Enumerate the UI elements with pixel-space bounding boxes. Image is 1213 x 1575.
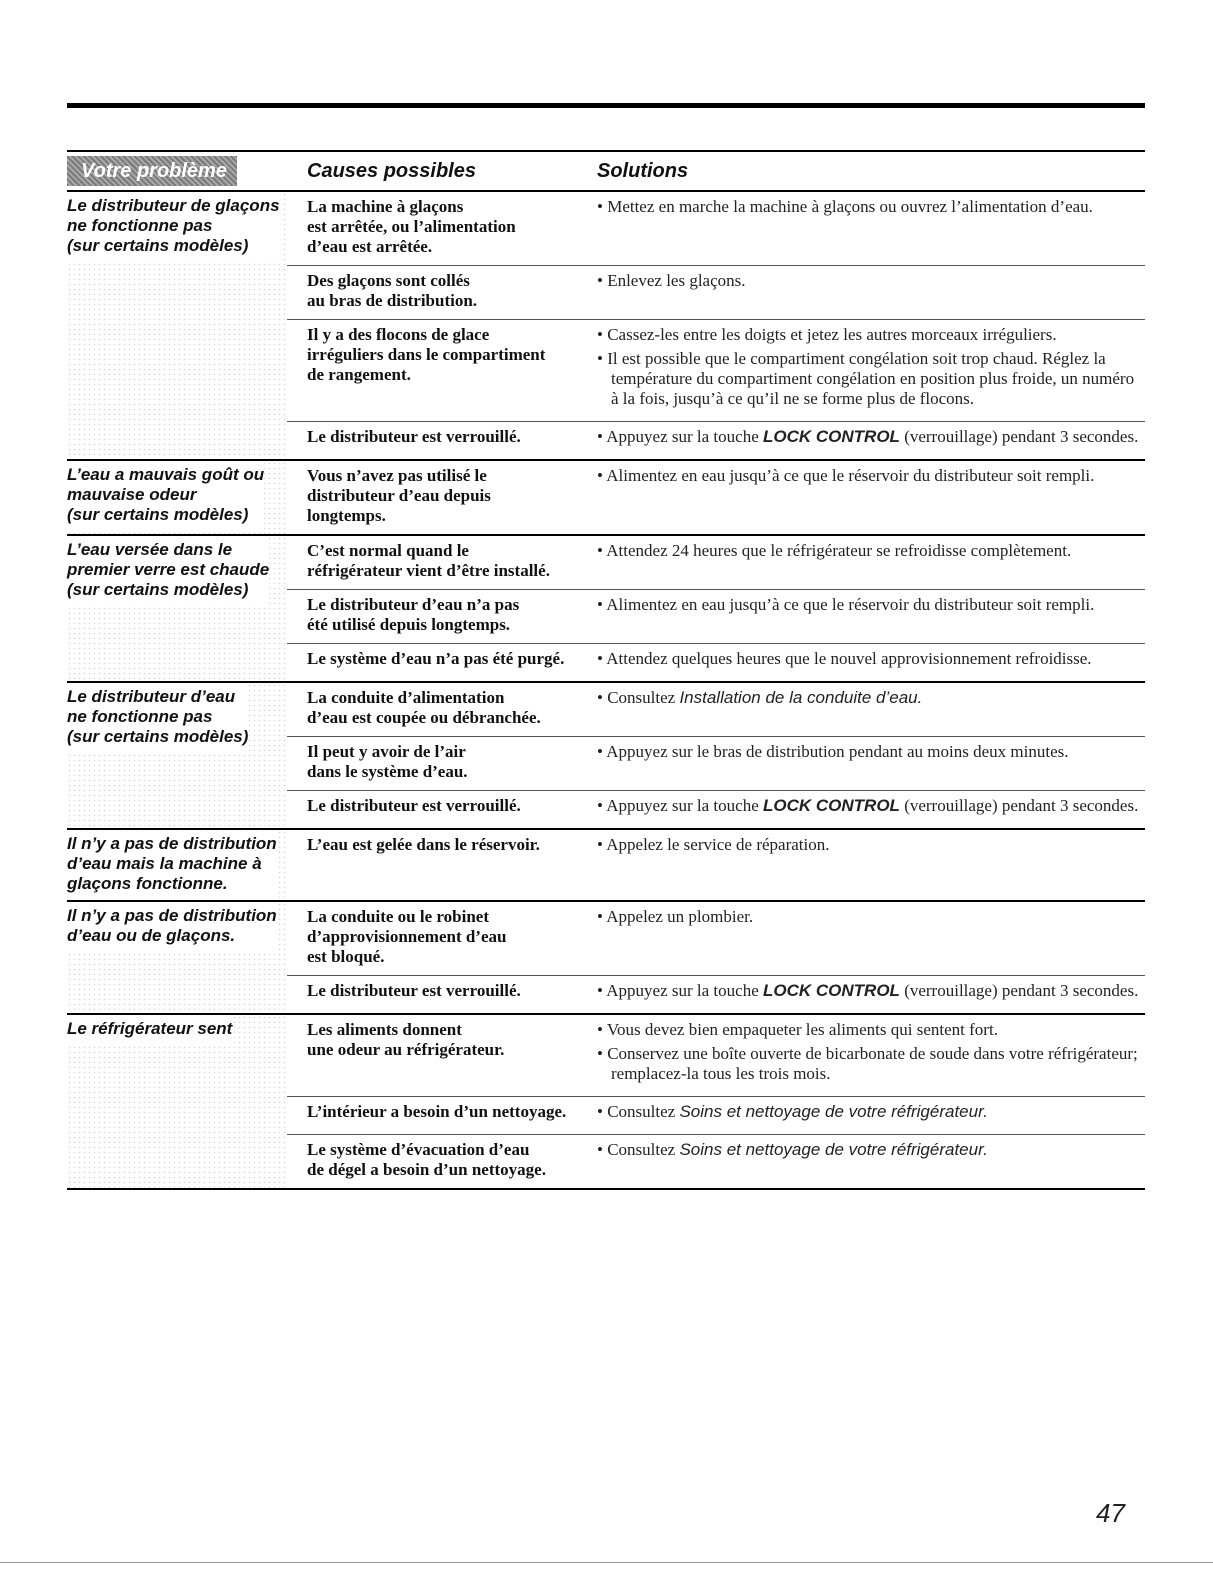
solution-text: • Appuyez sur la touche bbox=[597, 981, 763, 1000]
solution-item bbox=[597, 1140, 1145, 1160]
problem-cell bbox=[67, 830, 287, 900]
solution-item: • Alimentez en eau jusqu’à ce que le réservoir du distributeur soit rempli. bbox=[597, 595, 1095, 614]
solution-cell bbox=[597, 796, 1145, 820]
troubleshooting-table bbox=[67, 150, 1145, 1190]
solution-item bbox=[597, 796, 1145, 816]
table-row bbox=[287, 737, 1145, 791]
solution-item: • Appelez un plombier. bbox=[597, 907, 754, 926]
table-row bbox=[287, 1135, 1145, 1188]
cause-rows bbox=[287, 902, 1145, 1013]
solution-item bbox=[597, 981, 1145, 1001]
problem-cell bbox=[67, 192, 287, 459]
solution-item: • Alimentez en eau jusqu’à ce que le réservoir du distributeur soit rempli. bbox=[597, 466, 1095, 485]
problem-title: L’eau versée dans le premier verre est chaude (sur certains modèles) bbox=[67, 536, 269, 606]
table-row bbox=[287, 644, 1145, 681]
solution-cell bbox=[597, 981, 1145, 1005]
cause-rows bbox=[287, 1015, 1145, 1188]
section-reference: Soins et nettoyage de votre réfrigérateur. bbox=[679, 1102, 988, 1121]
top-rule bbox=[67, 103, 1145, 108]
cause-rows bbox=[287, 536, 1145, 681]
problem-cell bbox=[67, 536, 287, 681]
cause-rows bbox=[287, 461, 1145, 534]
solution-cell bbox=[597, 649, 1145, 673]
problem-title: Le réfrigérateur sent bbox=[67, 1015, 232, 1045]
solution-text: • Consultez bbox=[597, 688, 680, 707]
solution-text: • Consultez bbox=[597, 1102, 680, 1121]
cause-text: L’eau est gelée dans le réservoir. bbox=[307, 835, 540, 854]
section-reference: Installation de la conduite d’eau. bbox=[679, 688, 923, 707]
cause-text: Les aliments donnent une odeur au réfrigérateur. bbox=[307, 1020, 505, 1059]
problem-title: Le distributeur d’eau ne fonctionne pas (sur certains modèles) bbox=[67, 683, 248, 753]
solution-item: • Appuyez sur le bras de distribution pendant au moins deux minutes. bbox=[597, 742, 1069, 761]
cause-text: Le système d’eau n’a pas été purgé. bbox=[307, 649, 565, 668]
table-row bbox=[287, 461, 1145, 534]
problem-group bbox=[67, 683, 1145, 830]
table-row bbox=[287, 976, 1145, 1013]
solution-cell bbox=[597, 197, 1145, 257]
problem-group bbox=[67, 536, 1145, 683]
table-row bbox=[287, 536, 1145, 590]
solution-item bbox=[597, 688, 1145, 708]
solution-item bbox=[597, 427, 1145, 447]
table-row bbox=[287, 683, 1145, 737]
solution-item: • Mettez en marche la machine à glaçons ou ouvrez l’alimentation d’eau. bbox=[597, 197, 1093, 216]
cause-text: Le distributeur est verrouillé. bbox=[307, 427, 521, 446]
solution-text: • Appuyez sur la touche bbox=[597, 796, 763, 815]
solution-text: (verrouillage) pendant 3 secondes. bbox=[899, 981, 1139, 1000]
solution-item: • Appelez le service de réparation. bbox=[597, 835, 830, 854]
lock-control-key-label: LOCK CONTROL bbox=[763, 796, 900, 815]
problem-title: Il n’y a pas de distribution d’eau ou de glaçons. bbox=[67, 902, 277, 952]
solution-item bbox=[597, 1102, 1145, 1122]
problem-group bbox=[67, 461, 1145, 536]
solution-item: • Il est possible que le compartiment congélation soit trop chaud. Réglez la température du compartiment congélation en position plus froide, un numéro à la fois, jusqu’à ce qu’il ne se forme plus de flocons. bbox=[597, 349, 1135, 408]
table-row bbox=[287, 192, 1145, 266]
table-row bbox=[287, 1015, 1145, 1097]
solution-cell bbox=[597, 271, 1145, 311]
bottom-rule bbox=[0, 1562, 1213, 1563]
table-row bbox=[287, 1097, 1145, 1135]
solution-cell bbox=[597, 688, 1145, 728]
solution-text: (verrouillage) pendant 3 secondes. bbox=[899, 796, 1139, 815]
cause-rows bbox=[287, 683, 1145, 828]
cause-text: C’est normal quand le réfrigérateur vient d’être installé. bbox=[307, 541, 550, 580]
cause-text: La machine à glaçons est arrêtée, ou l’alimentation d’eau est arrêtée. bbox=[307, 197, 516, 256]
cause-text: Des glaçons sont collés au bras de distribution. bbox=[307, 271, 478, 310]
cause-text: Le distributeur est verrouillé. bbox=[307, 796, 521, 815]
table-row bbox=[287, 590, 1145, 644]
header-solutions: Solutions bbox=[597, 159, 689, 182]
lock-control-key-label: LOCK CONTROL bbox=[763, 981, 900, 1000]
table-row bbox=[287, 902, 1145, 976]
header-causes: Causes possibles bbox=[307, 159, 476, 182]
cause-text: Le distributeur d’eau n’a pas été utilisé depuis longtemps. bbox=[307, 595, 520, 634]
cause-text: La conduite d’alimentation d’eau est coupée ou débranchée. bbox=[307, 688, 541, 727]
table-row bbox=[287, 422, 1145, 459]
solution-cell bbox=[597, 427, 1145, 451]
table-row bbox=[287, 830, 1145, 867]
solution-text: (verrouillage) pendant 3 secondes. bbox=[899, 427, 1139, 446]
header-problem-cell bbox=[67, 152, 287, 190]
solution-cell bbox=[597, 1020, 1145, 1088]
table-row bbox=[287, 320, 1145, 422]
lock-control-key-label: LOCK CONTROL bbox=[763, 427, 900, 446]
section-reference: Soins et nettoyage de votre réfrigérateur. bbox=[679, 1140, 988, 1159]
problem-title: Il n’y a pas de distribution d’eau mais la machine à glaçons fonctionne. bbox=[67, 830, 277, 900]
problem-group bbox=[67, 830, 1145, 902]
solution-cell bbox=[597, 541, 1145, 581]
solution-item: • Vous devez bien empaqueter les aliments qui sentent fort. bbox=[597, 1020, 998, 1039]
header-problem: Votre problème bbox=[67, 156, 237, 186]
cause-text: L’intérieur a besoin d’un nettoyage. bbox=[307, 1102, 567, 1121]
table-row bbox=[287, 791, 1145, 828]
problem-group bbox=[67, 192, 1145, 461]
problem-cell bbox=[67, 461, 287, 534]
cause-text: Il y a des flocons de glace irréguliers dans le compartiment de rangement. bbox=[307, 325, 546, 384]
problem-title: L’eau a mauvais goût ou mauvaise odeur (sur certains modèles) bbox=[67, 461, 264, 531]
solution-cell bbox=[597, 595, 1145, 635]
solution-item: • Attendez quelques heures que le nouvel approvisionnement refroidisse. bbox=[597, 649, 1092, 668]
cause-text: Vous n’avez pas utilisé le distributeur d’eau depuis longtemps. bbox=[307, 466, 491, 525]
cause-rows bbox=[287, 830, 1145, 900]
solution-cell bbox=[597, 907, 1145, 967]
page-number: 47 bbox=[1096, 1498, 1125, 1528]
solution-text: • Consultez bbox=[597, 1140, 680, 1159]
solution-text: • Appuyez sur la touche bbox=[597, 427, 763, 446]
table-row bbox=[287, 266, 1145, 320]
cause-text: Il peut y avoir de l’air dans le système d’eau. bbox=[307, 742, 468, 781]
solution-item: • Attendez 24 heures que le réfrigérateur se refroidisse complètement. bbox=[597, 541, 1072, 560]
problem-group bbox=[67, 1015, 1145, 1190]
solution-cell bbox=[597, 742, 1145, 782]
problem-cell bbox=[67, 902, 287, 1013]
cause-rows bbox=[287, 192, 1145, 459]
problem-cell bbox=[67, 1015, 287, 1188]
problem-cell bbox=[67, 683, 287, 828]
problem-group bbox=[67, 902, 1145, 1015]
solution-cell bbox=[597, 1140, 1145, 1180]
solution-item: • Cassez-les entre les doigts et jetez les autres morceaux irréguliers. bbox=[597, 325, 1057, 344]
cause-text: Le système d’évacuation d’eau de dégel a besoin d’un nettoyage. bbox=[307, 1140, 546, 1179]
problem-title: Le distributeur de glaçons ne fonctionne pas (sur certains modèles) bbox=[67, 192, 280, 262]
solution-item: • Enlevez les glaçons. bbox=[597, 271, 746, 290]
solution-cell bbox=[597, 325, 1145, 413]
solution-cell bbox=[597, 1102, 1145, 1126]
solution-cell bbox=[597, 835, 1145, 859]
solution-cell bbox=[597, 466, 1145, 526]
solution-item: • Conservez une boîte ouverte de bicarbonate de soude dans votre réfrigérateur; remplacez-la tous les trois mois. bbox=[597, 1044, 1138, 1083]
cause-text: Le distributeur est verrouillé. bbox=[307, 981, 521, 1000]
cause-text: La conduite ou le robinet d’approvisionnement d’eau est bloqué. bbox=[307, 907, 507, 966]
problem-groups bbox=[67, 192, 1145, 1190]
table-header bbox=[67, 150, 1145, 192]
